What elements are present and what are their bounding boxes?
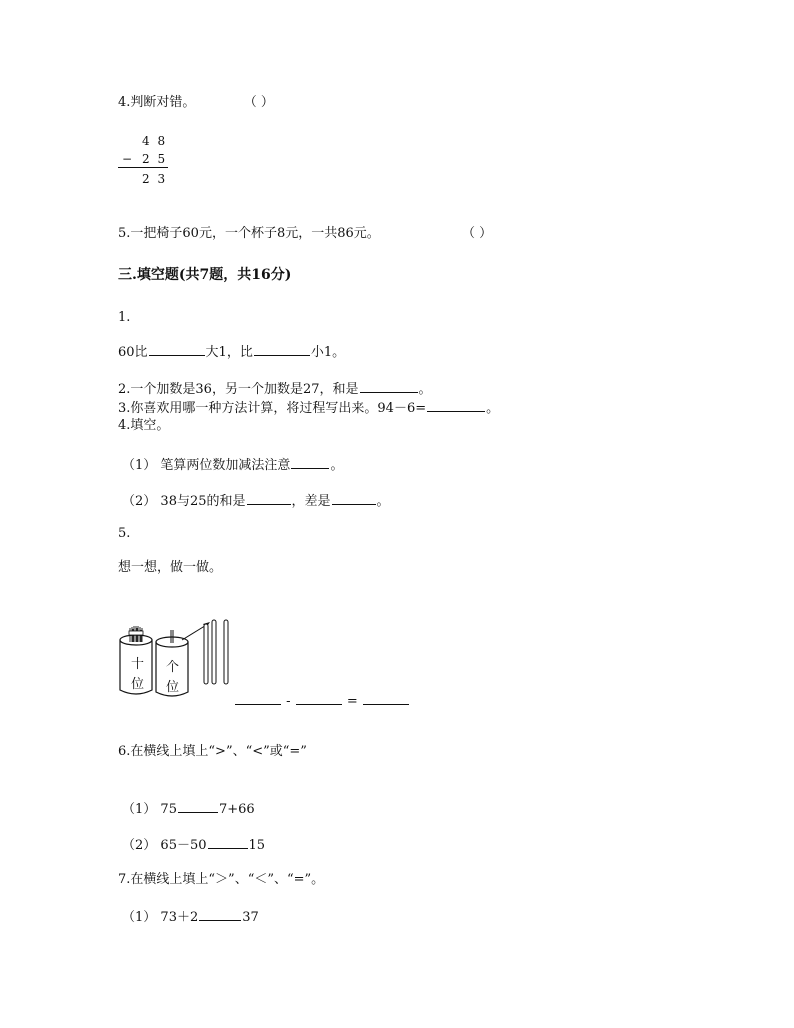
sub-label: （1） <box>122 802 157 817</box>
expression-left: 75 <box>160 802 177 817</box>
fill-4-title: 4.填空。 <box>118 418 170 433</box>
fill-1-text-a: 60比 <box>118 345 148 360</box>
answer-blank[interactable] <box>254 343 310 356</box>
question-5 <box>118 226 380 242</box>
counting-sticks-icon <box>204 620 228 684</box>
answer-paren: （ ） <box>462 226 493 241</box>
fill-4-sub-2-text: 38与25的和是 <box>160 494 246 509</box>
tens-label-2: 位 <box>131 677 145 692</box>
fill-4-sub-2-mid: ，差是 <box>291 494 331 509</box>
sub-label: （2） <box>122 838 157 853</box>
calc-operator: − <box>122 152 133 166</box>
fill-4-sub-1 <box>122 456 343 474</box>
calc-top: 4 8 <box>142 134 168 148</box>
fill-6-title: 6.在横线上填上“>”、“<”或“=” <box>118 744 307 759</box>
fill-4-sub-1-end: 。 <box>330 458 344 473</box>
fill-2 <box>118 380 432 398</box>
fill-1 <box>118 343 345 361</box>
sub-label: （1） <box>122 910 157 925</box>
calc-subtrahend: 2 5 <box>142 152 168 166</box>
answer-blank[interactable] <box>363 692 409 705</box>
question-4 <box>118 95 274 111</box>
fill-4-sub-2 <box>122 492 390 510</box>
answer-blank[interactable] <box>427 399 485 412</box>
tens-label-1: 十 <box>131 657 145 672</box>
question-5-text: 5.一把椅子60元，一个杯子8元，一共86元。 <box>118 226 380 241</box>
calc-result: 2 3 <box>142 172 168 186</box>
fill-6-sub-1 <box>122 800 255 818</box>
expression-left: 65－50 <box>160 838 207 853</box>
answer-blank[interactable] <box>291 456 329 469</box>
calc-line <box>118 167 168 168</box>
fill-1-text-b: 大1，比 <box>205 345 253 360</box>
fill-7-sub-1 <box>122 908 259 926</box>
answer-blank[interactable] <box>296 692 342 705</box>
fill-3 <box>118 399 499 417</box>
sub-label: （2） <box>122 494 157 509</box>
fill-2-text: 2.一个加数是36，另一个加数是27，和是 <box>118 382 359 397</box>
fill-7-title: 7.在横线上填上“＞”、“＜”、“=”。 <box>118 872 325 887</box>
expression-right: 37 <box>242 910 259 925</box>
fill-5-title: 想一想，做一做。 <box>118 560 223 575</box>
answer-blank[interactable] <box>149 343 205 356</box>
fill-5-equation <box>234 692 410 710</box>
fill-4-sub-2-end: 。 <box>376 494 390 509</box>
question-4-text: 4.判断对错。 <box>118 95 196 110</box>
minus-sign: - <box>286 694 291 709</box>
fill-6-sub-2 <box>122 836 265 854</box>
fill-1-text-c: 小1。 <box>310 345 346 360</box>
equals-sign: = <box>346 694 358 709</box>
fill-2-end: 。 <box>418 382 432 397</box>
answer-blank[interactable] <box>235 692 281 705</box>
expression-right: 7+66 <box>218 802 255 817</box>
fill-5-number: 5. <box>118 526 131 541</box>
sub-label: （1） <box>122 458 157 473</box>
answer-blank[interactable] <box>199 908 241 921</box>
fill-3-end: 。 <box>486 401 500 416</box>
answer-paren: （ ） <box>243 95 274 110</box>
answer-blank[interactable] <box>178 800 218 813</box>
expression-right: 15 <box>248 838 266 853</box>
answer-blank[interactable] <box>332 492 376 505</box>
fill-4-sub-1-text: 笔算两位数加减法注意 <box>160 458 291 473</box>
answer-blank[interactable] <box>360 380 418 393</box>
expression-left: 73＋2 <box>160 910 199 925</box>
ones-label-2: 位 <box>166 680 180 695</box>
ones-label-1: 个 <box>166 660 180 675</box>
fill-1-number: 1. <box>118 310 131 325</box>
answer-blank[interactable] <box>208 836 248 849</box>
answer-blank[interactable] <box>247 492 291 505</box>
section-title: 三.填空题(共7题，共16分) <box>118 267 292 283</box>
fill-3-text: 3.你喜欢用哪一种方法计算，将过程写出来。94－6= <box>118 401 427 416</box>
